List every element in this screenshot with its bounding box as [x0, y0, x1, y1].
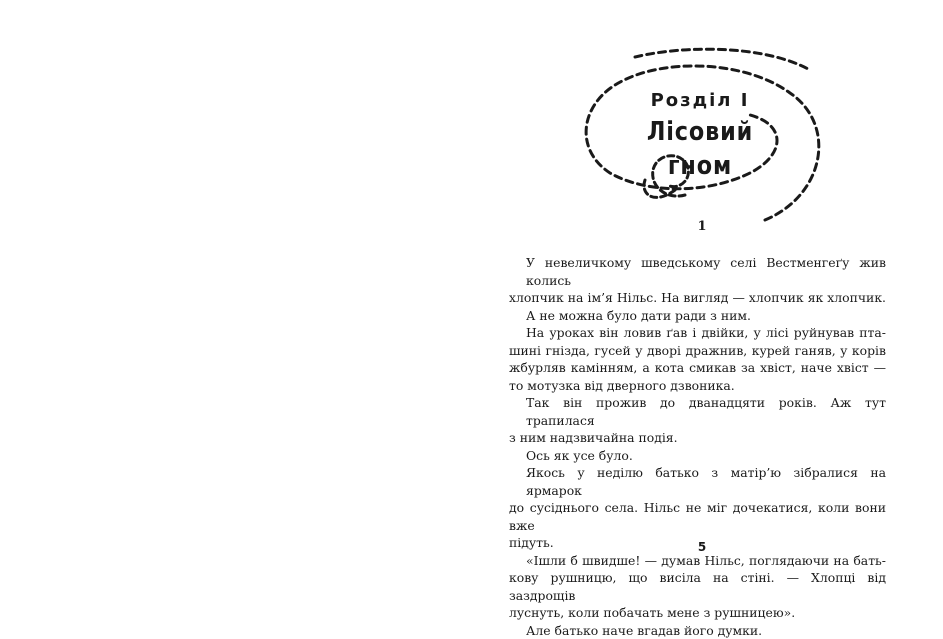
text-line: то мотузка від дверного дзвоника.	[509, 377, 886, 395]
section-number: 1	[690, 219, 714, 235]
text-line: Так він прожив до дванадцяти років. Аж тут трапилася	[509, 394, 886, 429]
paragraph	[509, 394, 886, 447]
paragraph	[509, 622, 886, 639]
paragraph	[509, 254, 886, 307]
paragraph	[509, 552, 886, 622]
paragraph	[509, 307, 886, 325]
text-line: Але батько наче вгадав його думки.	[509, 622, 886, 639]
text-line: жбурляв камінням, а кота смикав за хвіст, наче хвіст —	[509, 359, 886, 377]
chapter-body-text	[509, 254, 886, 639]
text-line: до сусіднього села. Нільс не міг дочекатися, коли вони вже	[509, 499, 886, 534]
left-page-blank	[0, 0, 470, 578]
paragraph	[509, 447, 886, 465]
text-line: У невеличкому шведському селі Вестменгеґу жив колись	[509, 254, 886, 289]
text-line: кову рушницю, що висіла на стіні. — Хлопці від заздрощів	[509, 569, 886, 604]
text-line: шині гнізда, гусей у дворі дражнив, курей ганяв, у корів	[509, 342, 886, 360]
text-line: луснуть, коли побачать мене з рушницею».	[509, 604, 886, 622]
text-line: «Ішли б швидше! — думав Нільс, поглядаючи на бать-	[509, 552, 886, 570]
text-line: Ось як усе було.	[509, 447, 886, 465]
text-line: На уроках він ловив ґав і двійки, у лісі руйнував пта-	[509, 324, 886, 342]
paragraph	[509, 324, 886, 394]
text-line: А не можна було дати ради з ним.	[509, 307, 886, 325]
text-line: Якось у неділю батько з матір’ю зібралися на ярмарок	[509, 464, 886, 499]
page-number: 5	[690, 539, 714, 555]
chapter-title: Лісовий гном	[614, 115, 786, 183]
chapter-heading	[600, 90, 800, 183]
text-line: хлопчик на ім’я Нільс. На вигляд — хлопчик як хлопчик.	[509, 289, 886, 307]
text-line: з ним надзвичайна подія.	[509, 429, 886, 447]
text-line: підуть.	[509, 534, 886, 552]
chapter-number: Розділ I	[600, 90, 800, 112]
